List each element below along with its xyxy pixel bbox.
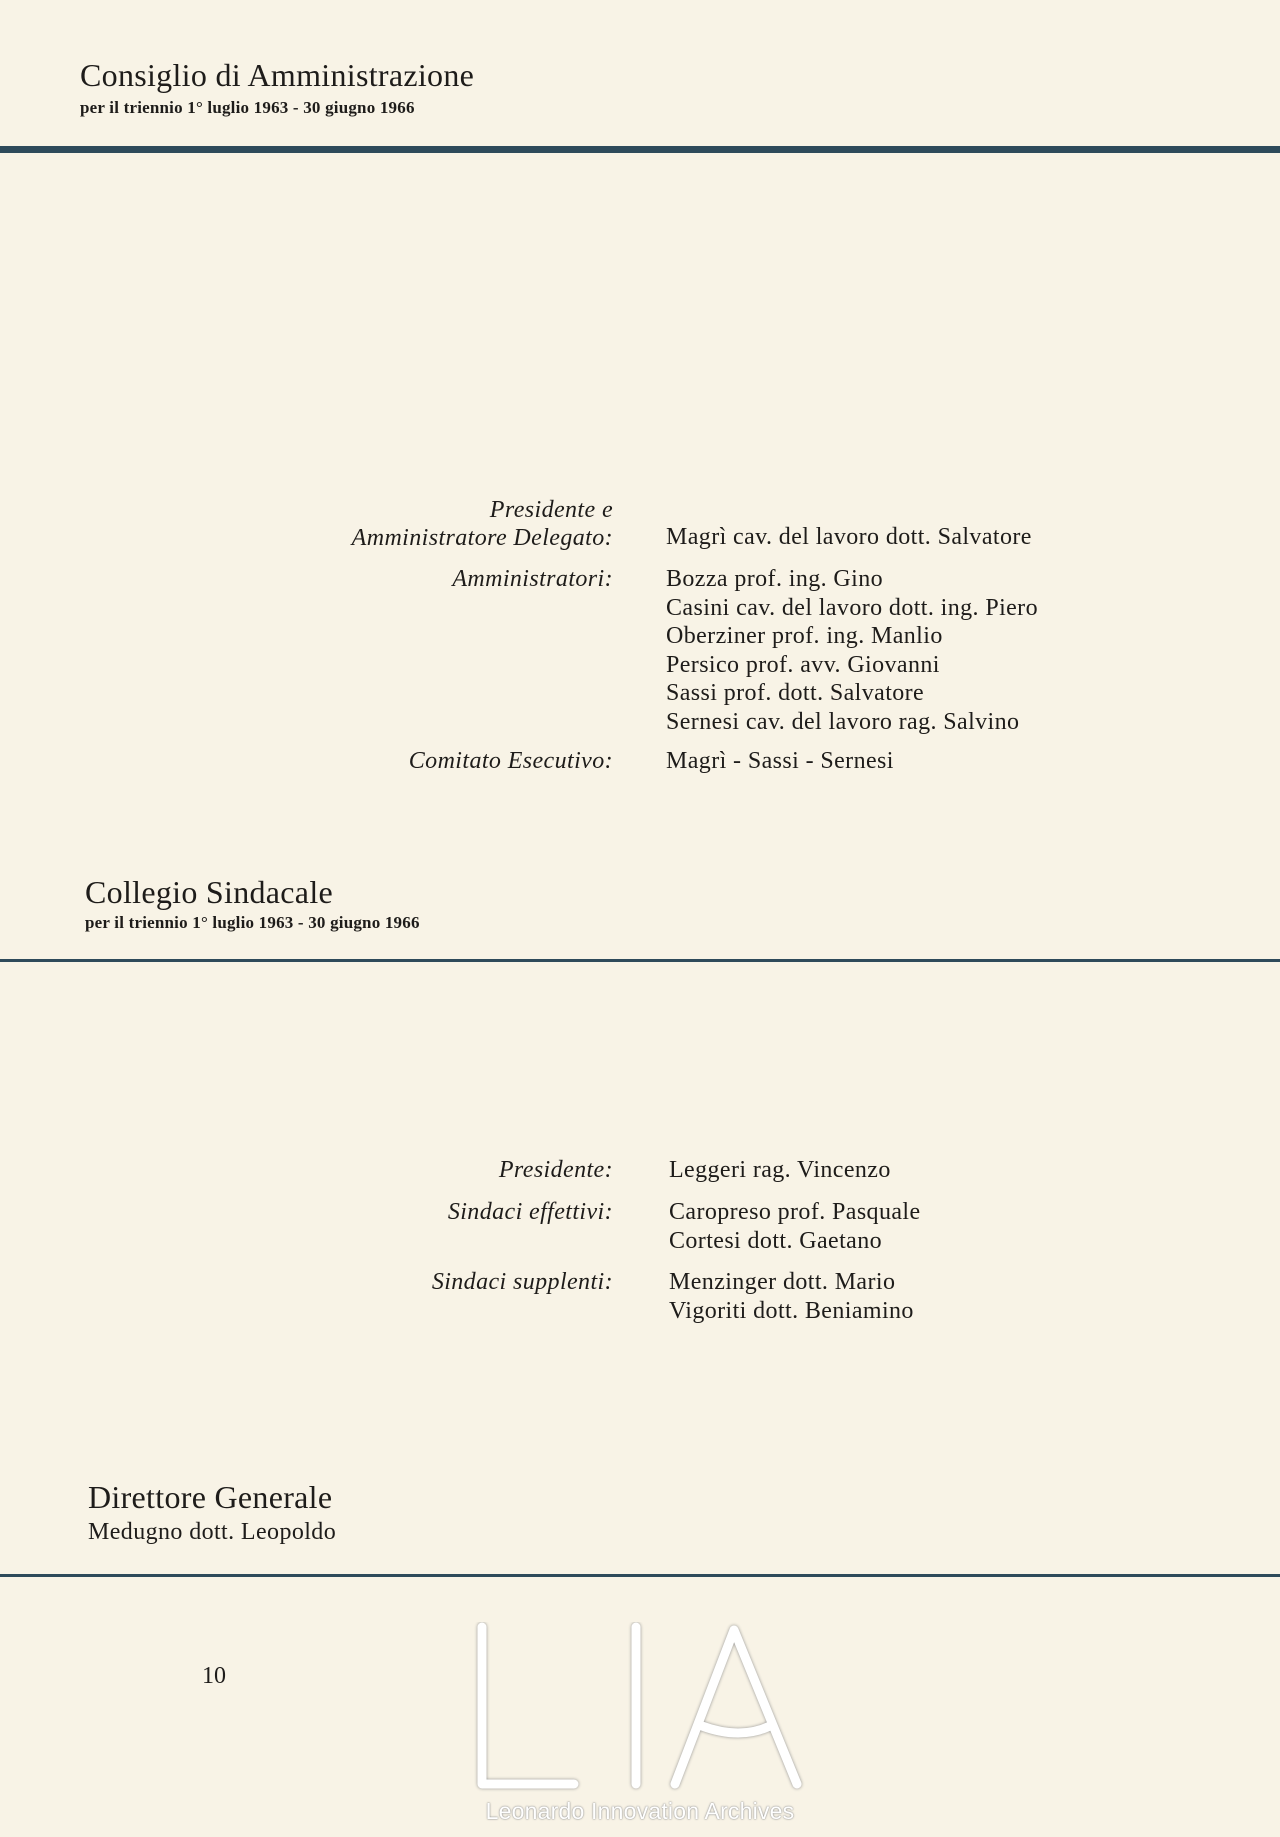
value-presidente: [669, 1156, 891, 1185]
value-sindaci-supplenti: [669, 1268, 914, 1325]
direttore-rule: [0, 1574, 1280, 1577]
member-name: Magrì - Sassi - Sernesi: [666, 748, 894, 774]
value-comitato: [666, 747, 894, 776]
consiglio-subtitle: per il triennio 1° luglio 1963 - 30 giugno 1966: [80, 98, 415, 117]
value-sindaci-effettivi: [669, 1198, 921, 1255]
label-line: Sindaci effettivi:: [447, 1199, 613, 1225]
label-line: Amministratore Delegato:: [351, 525, 613, 551]
collegio-subtitle: per il triennio 1° luglio 1963 - 30 giugno 1966: [85, 913, 420, 932]
member-name: Sernesi cav. del lavoro rag. Salvino: [666, 708, 1020, 735]
member-name: Casini cav. del lavoro dott. ing. Piero: [666, 594, 1038, 621]
collegio-rule: [0, 959, 1280, 962]
member-name: Menzinger dott. Mario: [669, 1269, 896, 1295]
label-sindaci-supplenti: [432, 1268, 613, 1296]
label-line: Presidente e: [489, 497, 613, 523]
page-number: 10: [202, 1663, 226, 1689]
label-line: Amministratori:: [452, 566, 613, 592]
member-name: Medugno dott. Leopoldo: [88, 1519, 337, 1545]
collegio-title: Collegio Sindacale: [85, 874, 334, 910]
label-sindaci-effettivi: [448, 1198, 613, 1226]
label-line: Presidente:: [498, 1157, 613, 1183]
member-name: Magrì cav. del lavoro dott. Salvatore: [666, 524, 1032, 550]
value-presidente-ad: [666, 523, 1032, 552]
label-comitato: [409, 747, 613, 775]
member-name: Sassi prof. dott. Salvatore: [666, 680, 925, 706]
label-amministratori: [452, 565, 613, 593]
watermark-logo: [470, 1622, 810, 1837]
member-name: Bozza prof. ing. Gino: [666, 566, 884, 592]
member-name: Leggeri rag. Vincenzo: [669, 1157, 891, 1183]
lia-logo-icon: [470, 1622, 810, 1797]
direttore-name: [88, 1518, 336, 1547]
member-name: Vigoriti dott. Beniamino: [669, 1297, 914, 1324]
member-name: Cortesi dott. Gaetano: [669, 1227, 883, 1254]
label-presidente-ad: [352, 496, 613, 552]
label-line: Sindaci supplenti:: [431, 1269, 613, 1295]
member-name: Oberziner prof. ing. Manlio: [666, 623, 943, 649]
direttore-title: Direttore Generale: [88, 1479, 333, 1515]
label-line: Comitato Esecutivo:: [408, 748, 613, 774]
watermark-text: Leonardo Innovation Archives: [485, 1798, 795, 1824]
member-name: Caropreso prof. Pasquale: [669, 1199, 921, 1225]
member-name: Persico prof. avv. Giovanni: [666, 651, 940, 678]
consiglio-rule: [0, 146, 1280, 153]
label-presidente: [499, 1156, 613, 1184]
consiglio-title: Consiglio di Amministrazione: [80, 57, 475, 93]
value-amministratori: [666, 565, 1038, 736]
